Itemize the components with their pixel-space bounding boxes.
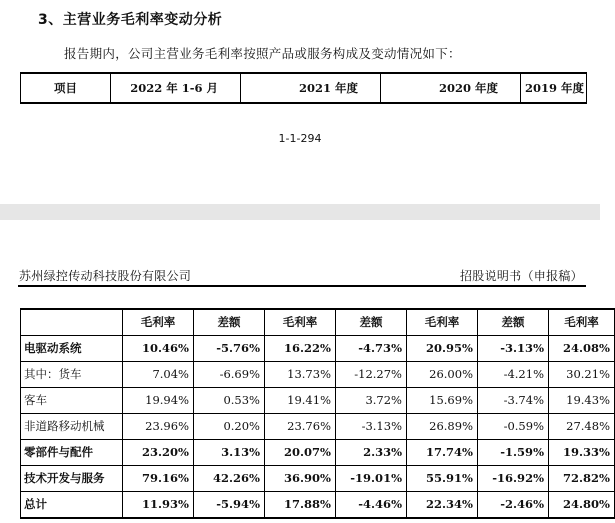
difference-value: 2.33% <box>336 439 407 465</box>
header-cell-difference: 差额 <box>194 309 265 335</box>
margin-value: 30.21% <box>549 361 615 387</box>
margin-value: 23.96% <box>123 413 194 439</box>
margin-value: 17.74% <box>407 439 478 465</box>
margin-value: 7.04% <box>123 361 194 387</box>
row-label: 非道路移动机械 <box>21 413 123 439</box>
margin-value: 11.93% <box>123 491 194 518</box>
difference-value: 3.13% <box>194 439 265 465</box>
row-label: 客车 <box>21 387 123 413</box>
margin-value: 79.16% <box>123 465 194 491</box>
margin-value: 24.08% <box>549 335 615 361</box>
margin-value: 23.20% <box>123 439 194 465</box>
document-page-lower <box>0 220 610 523</box>
row-label: 技术开发与服务 <box>21 465 123 491</box>
table-body <box>21 335 615 518</box>
margin-value: 20.95% <box>407 335 478 361</box>
page-header-company: 苏州绿控传动科技股份有限公司 <box>19 269 192 283</box>
margin-value: 10.46% <box>123 335 194 361</box>
header-cell-margin: 毛利率 <box>407 309 478 335</box>
difference-value: -0.59% <box>478 413 549 439</box>
margin-value: 27.48% <box>549 413 615 439</box>
table-header-row <box>21 73 587 103</box>
difference-value: -1.59% <box>478 439 549 465</box>
document-page-upper <box>0 0 600 204</box>
row-label: 电驱动系统 <box>21 335 123 361</box>
intro-paragraph: 报告期内，公司主营业务毛利率按照产品或服务构成及变动情况如下： <box>64 46 461 61</box>
section-heading: 3、主营业务毛利率变动分析 <box>38 12 223 28</box>
difference-value: -12.27% <box>336 361 407 387</box>
table-row <box>21 439 615 465</box>
difference-value: -4.46% <box>336 491 407 518</box>
margin-value: 23.76% <box>265 413 336 439</box>
difference-value: -4.21% <box>478 361 549 387</box>
header-cell-difference: 差额 <box>478 309 549 335</box>
margin-value: 19.41% <box>265 387 336 413</box>
table-row <box>21 465 615 491</box>
difference-value: -5.76% <box>194 335 265 361</box>
gross-margin-header-table <box>20 72 587 104</box>
difference-value: -3.74% <box>478 387 549 413</box>
difference-value: -3.13% <box>478 335 549 361</box>
difference-value: 0.53% <box>194 387 265 413</box>
page-number: 1-1-294 <box>278 132 322 145</box>
margin-value: 55.91% <box>407 465 478 491</box>
margin-value: 72.82% <box>549 465 615 491</box>
margin-value: 19.43% <box>549 387 615 413</box>
difference-value: -4.73% <box>336 335 407 361</box>
difference-value: 3.72% <box>336 387 407 413</box>
difference-value: -2.46% <box>478 491 549 518</box>
margin-value: 16.22% <box>265 335 336 361</box>
difference-value: -3.13% <box>336 413 407 439</box>
difference-value: 42.26% <box>194 465 265 491</box>
header-cell-difference: 差额 <box>336 309 407 335</box>
row-label: 总计 <box>21 491 123 518</box>
margin-value: 26.89% <box>407 413 478 439</box>
page-header-document: 招股说明书（申报稿） <box>459 269 583 283</box>
margin-value: 36.90% <box>265 465 336 491</box>
header-cell-margin: 毛利率 <box>549 309 615 335</box>
table-row <box>21 491 615 518</box>
margin-value: 20.07% <box>265 439 336 465</box>
margin-value: 15.69% <box>407 387 478 413</box>
margin-value: 19.33% <box>549 439 615 465</box>
row-label: 零部件与配件 <box>21 439 123 465</box>
header-cell-2022h1: 2022 年 1-6 月 <box>111 73 241 103</box>
header-cell-margin: 毛利率 <box>265 309 336 335</box>
header-cell-2021: 2021 年度 <box>241 73 381 103</box>
difference-value: -6.69% <box>194 361 265 387</box>
difference-value: 0.20% <box>194 413 265 439</box>
header-cell-2019: 2019 年度 <box>521 73 587 103</box>
margin-value: 26.00% <box>407 361 478 387</box>
table-row <box>21 387 615 413</box>
table-row <box>21 361 615 387</box>
difference-value: -16.92% <box>478 465 549 491</box>
gross-margin-table <box>20 308 615 519</box>
header-cell-item: 项目 <box>21 73 111 103</box>
table-header-row <box>21 309 615 335</box>
margin-value: 13.73% <box>265 361 336 387</box>
table-row <box>21 335 615 361</box>
margin-value: 22.34% <box>407 491 478 518</box>
margin-value: 19.94% <box>123 387 194 413</box>
header-cell-2020: 2020 年度 <box>381 73 521 103</box>
difference-value: -19.01% <box>336 465 407 491</box>
margin-value: 17.88% <box>265 491 336 518</box>
page-header-rule <box>18 285 586 287</box>
table-row <box>21 413 615 439</box>
header-cell-blank <box>21 309 123 335</box>
row-label: 其中：货车 <box>21 361 123 387</box>
difference-value: -5.94% <box>194 491 265 518</box>
page-separator <box>0 204 600 220</box>
margin-value: 24.80% <box>549 491 615 518</box>
header-cell-margin: 毛利率 <box>123 309 194 335</box>
